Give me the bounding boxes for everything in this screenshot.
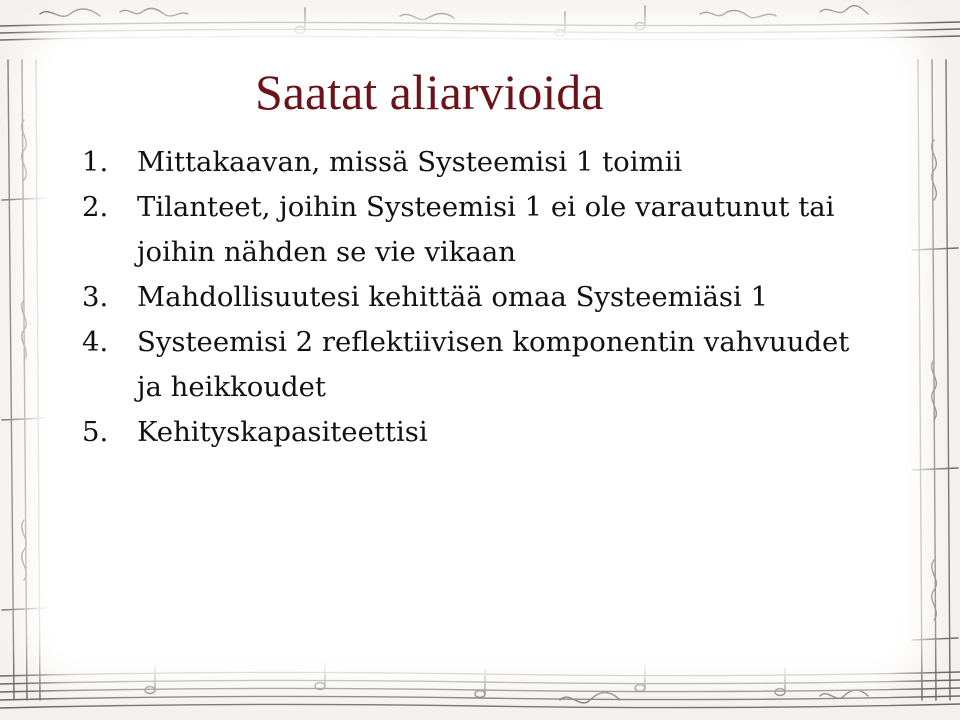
list-item-text: Kehityskapasiteettisi [137, 416, 428, 448]
list-item [82, 275, 882, 320]
list-item-number: 3. [82, 281, 109, 313]
numbered-list [82, 140, 882, 455]
list-item [82, 140, 882, 185]
list-item-text: Mittakaavan, missä Systeemisi 1 toimii [137, 146, 683, 178]
list-item-text: Tilanteet, joihin Systeemisi 1 ei ole varautunut tai joihin nähden se vie vikaan [137, 191, 835, 268]
list-item-number: 1. [82, 146, 109, 178]
list-item [82, 320, 882, 410]
list-item [82, 185, 882, 275]
list-item-number: 2. [82, 191, 109, 223]
list-item-text: Systeemisi 2 reflektiivisen komponentin vahvuudet ja heikkoudet [137, 326, 850, 403]
slide-title: Saatat aliarvioida [255, 64, 604, 120]
list-item-number: 5. [82, 416, 109, 448]
list-item-text: Mahdollisuutesi kehittää omaa Systeemiäsi 1 [137, 281, 769, 313]
list-item-number: 4. [82, 326, 109, 358]
list-item [82, 410, 882, 455]
